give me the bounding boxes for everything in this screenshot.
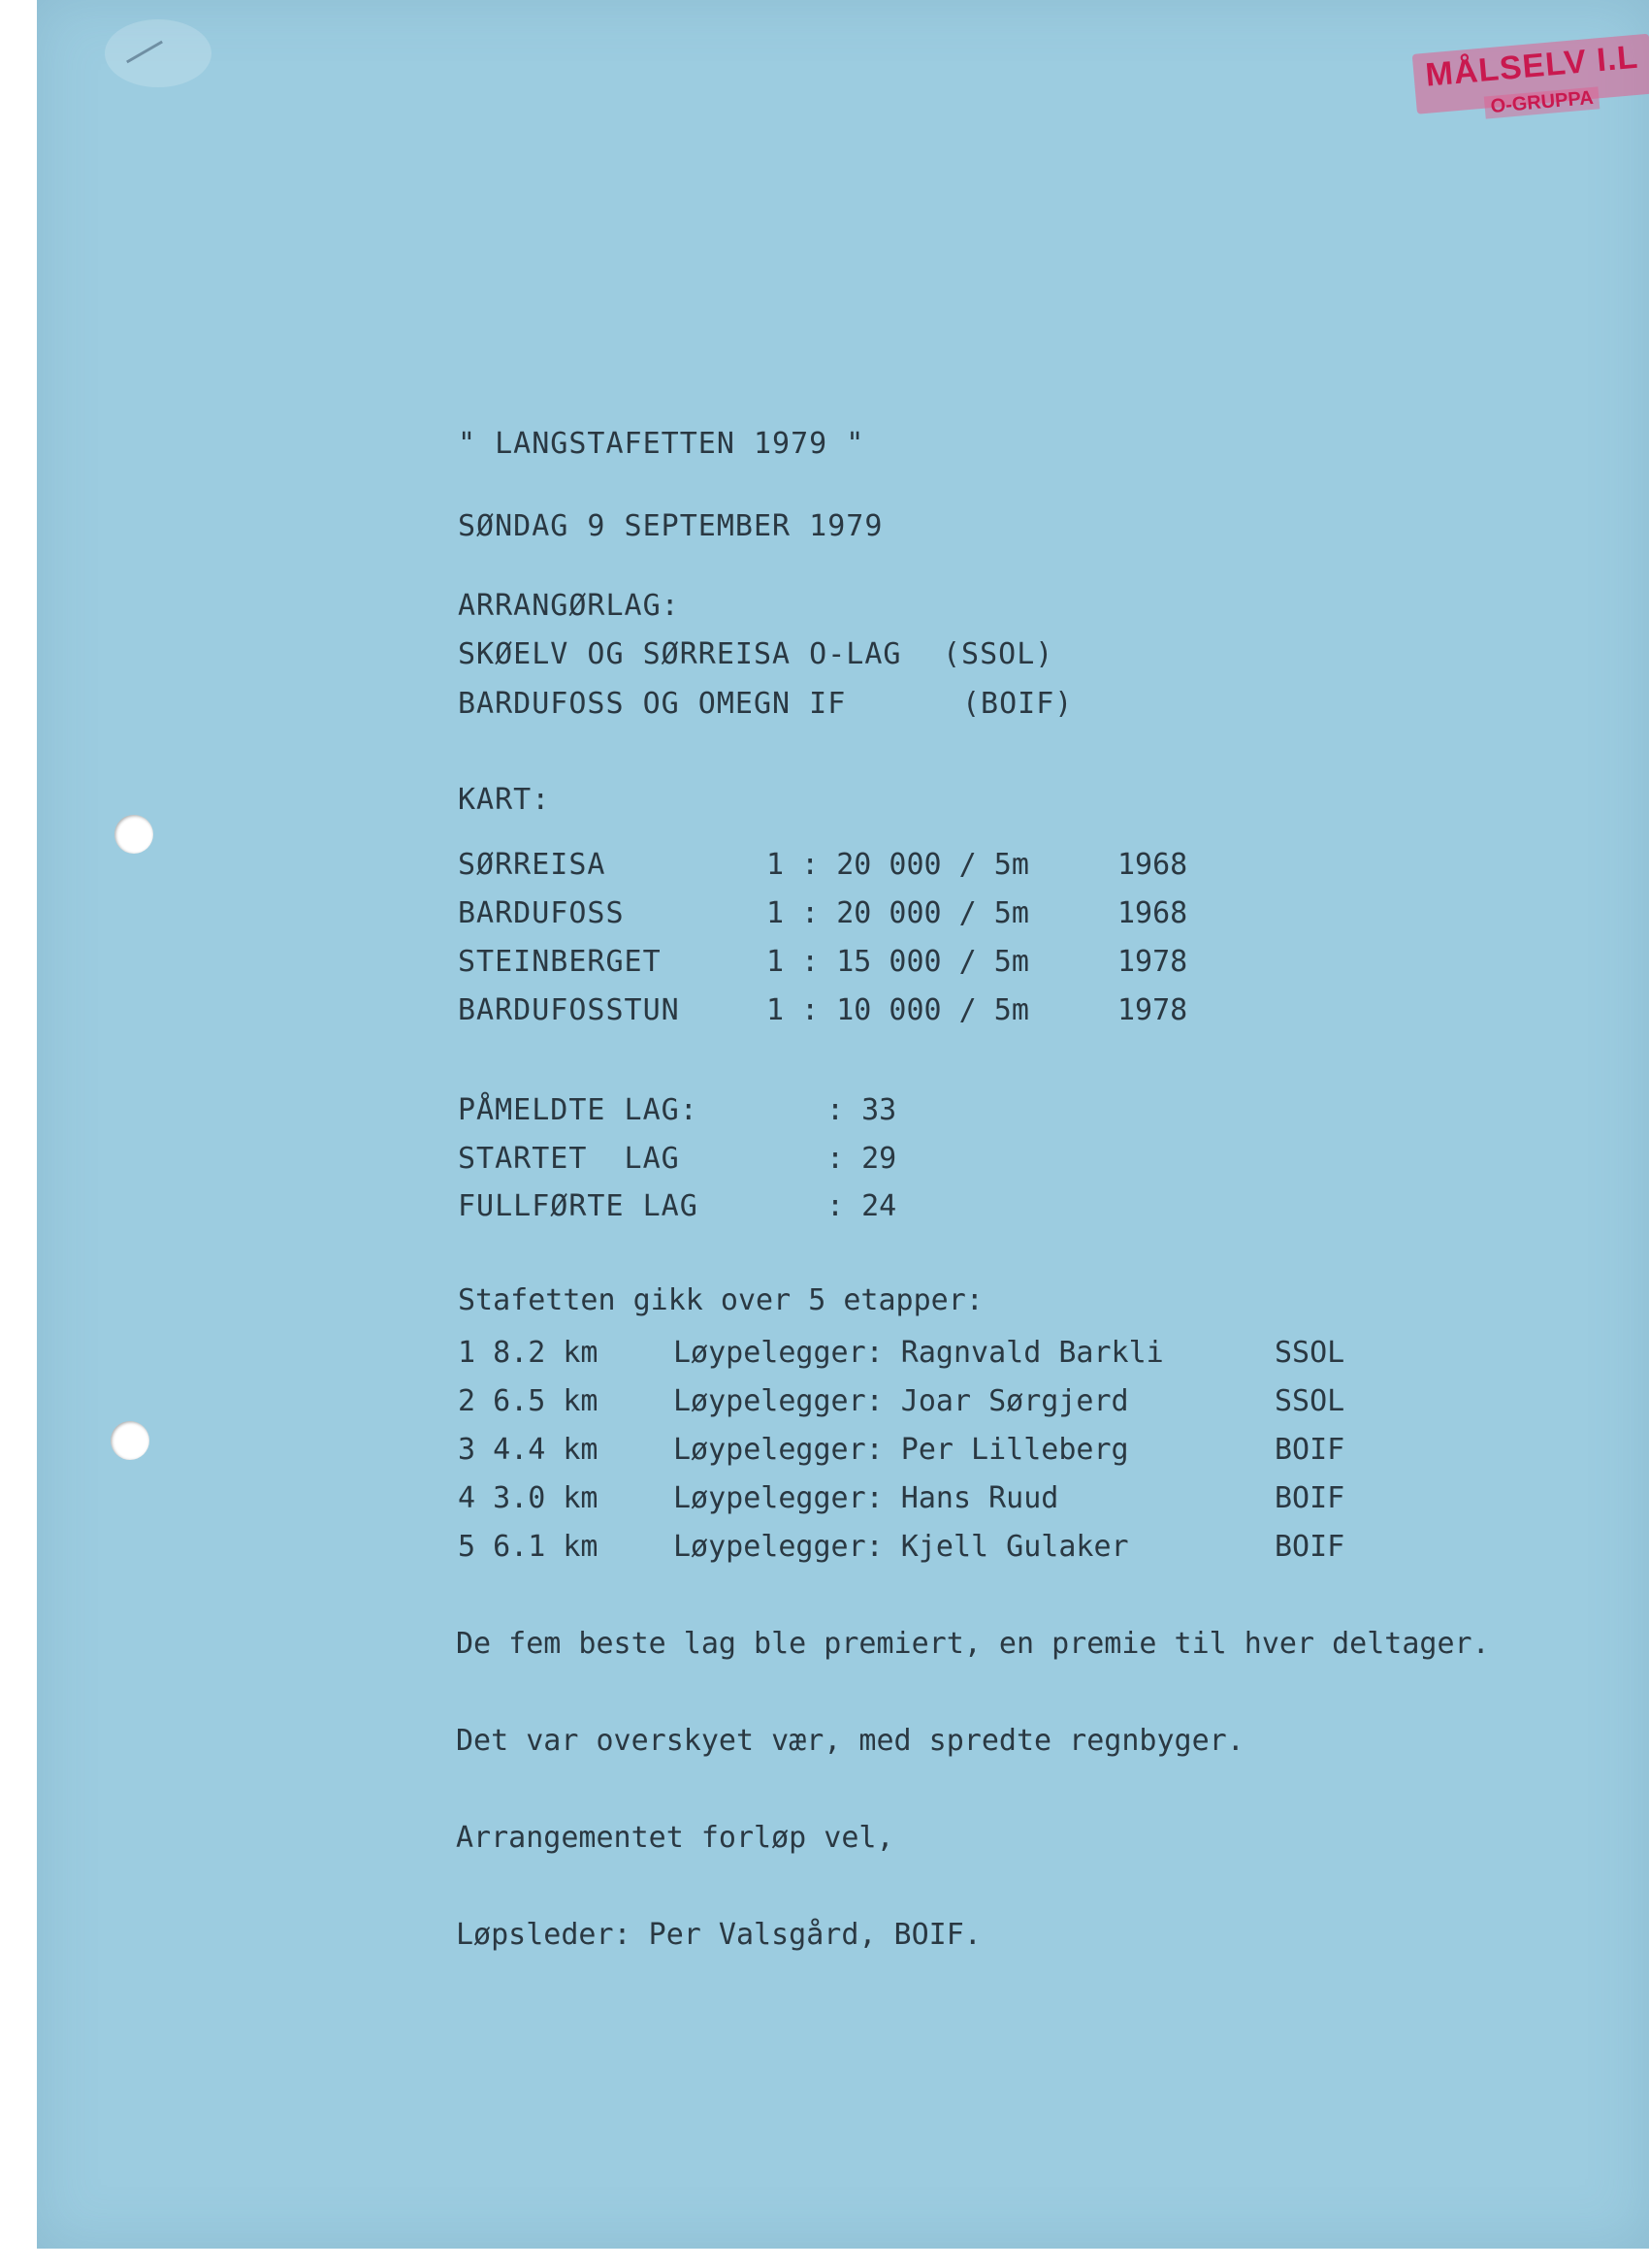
teams-finished-label: FULLFØRTE LAG xyxy=(458,1189,698,1223)
teams-started-label: STARTET LAG xyxy=(458,1142,680,1176)
map-scale: 1 : 15 000 / 5m xyxy=(766,945,1029,979)
paper-smudge xyxy=(105,19,211,87)
leg-course-setter: Løypelegger: Ragnvald Barkli xyxy=(673,1336,1164,1370)
leg-course-setter: Løypelegger: Per Lilleberg xyxy=(673,1433,1129,1467)
event-date: SØNDAG 9 SEPTEMBER 1979 xyxy=(458,509,884,543)
teams-entered-label: PÅMELDTE LAG: xyxy=(458,1093,698,1127)
map-name: STEINBERGET xyxy=(458,945,662,979)
weather-note: Det var overskyet vær, med spredte regnbyger. xyxy=(456,1724,1245,1758)
organizer-club-name: SKØELV OG SØRREISA O-LAG xyxy=(458,637,902,671)
event-summary: Arrangementet forløp vel, xyxy=(456,1821,894,1855)
race-director: Løpsleder: Per Valsgård, BOIF. xyxy=(456,1918,982,1952)
teams-entered-value: : 33 xyxy=(826,1093,897,1127)
map-year: 1978 xyxy=(1117,993,1188,1027)
map-name: SØRREISA xyxy=(458,848,606,882)
leg-course-setter: Løypelegger: Kjell Gulaker xyxy=(673,1530,1129,1564)
leg-distance: 3 4.4 km xyxy=(458,1433,598,1467)
leg-club: BOIF xyxy=(1275,1530,1345,1564)
leg-distance: 2 6.5 km xyxy=(458,1384,598,1418)
leg-club: BOIF xyxy=(1275,1481,1345,1515)
map-year: 1978 xyxy=(1117,945,1188,979)
leg-course-setter: Løypelegger: Joar Sørgjerd xyxy=(673,1384,1129,1418)
map-scale: 1 : 20 000 / 5m xyxy=(766,848,1029,882)
map-name: BARDUFOSSTUN xyxy=(458,993,680,1027)
leg-club: SSOL xyxy=(1275,1336,1345,1370)
punch-hole-lower xyxy=(111,1421,149,1460)
organizer-club-abbr: (SSOL) xyxy=(943,637,1054,671)
organizer-club-name: BARDUFOSS OG OMEGN IF xyxy=(458,687,847,721)
leg-club: BOIF xyxy=(1275,1433,1345,1467)
teams-started-value: : 29 xyxy=(826,1142,897,1176)
map-scale: 1 : 10 000 / 5m xyxy=(766,993,1029,1027)
map-year: 1968 xyxy=(1117,896,1188,930)
leg-distance: 5 6.1 km xyxy=(458,1530,598,1564)
leg-distance: 4 3.0 km xyxy=(458,1481,598,1515)
organizer-club-abbr: (BOIF) xyxy=(962,687,1074,721)
stamp-club-name: MÅLSELV I.L xyxy=(1424,38,1640,94)
map-name: BARDUFOSS xyxy=(458,896,625,930)
legs-heading: Stafetten gikk over 5 etapper: xyxy=(458,1283,984,1317)
maps-heading: KART: xyxy=(458,783,551,817)
map-year: 1968 xyxy=(1117,848,1188,882)
leg-course-setter: Løypelegger: Hans Ruud xyxy=(673,1481,1059,1515)
organizers-heading: ARRANGØRLAG: xyxy=(458,589,680,623)
leg-club: SSOL xyxy=(1275,1384,1345,1418)
prizes-note: De fem beste lag ble premiert, en premie til hver deltager. xyxy=(456,1627,1490,1661)
leg-distance: 1 8.2 km xyxy=(458,1336,598,1370)
punch-hole-upper xyxy=(114,815,153,854)
teams-finished-value: : 24 xyxy=(826,1189,897,1223)
stamp-group-name: O-GRUPPA xyxy=(1484,86,1600,118)
document-title: " LANGSTAFETTEN 1979 " xyxy=(458,427,865,461)
map-scale: 1 : 20 000 / 5m xyxy=(766,896,1029,930)
